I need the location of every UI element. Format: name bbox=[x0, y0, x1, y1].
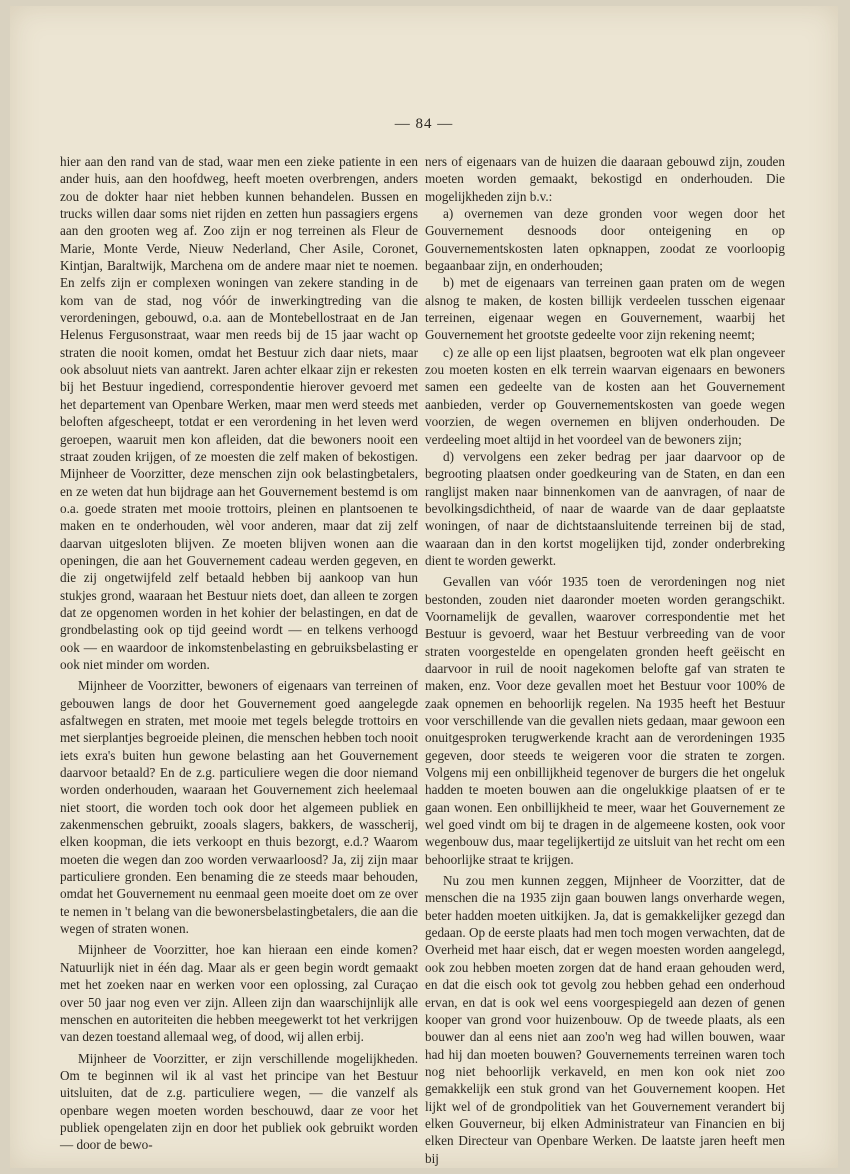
paragraph: Mijnheer de Voorzitter, er zijn verschillende mogelijkheden. Om te beginnen wil ik al vast het principe van het Bestuur uitsluiten, dat de z.g. particuliere wegen, — die vanzelf als openbare wegen moeten worden beschouwd, daar ze voor het publiek opengelaten zijn en door het publiek ook gebruikt worden — door de bewo- bbox=[60, 1050, 418, 1153]
paragraph: Mijnheer de Voorzitter, bewoners of eigenaars van terreinen of gebouwen langs de door het Gouvernement goed aangelegde asfaltwegen en straten, met mooie met tegels belegde trottoirs en met sierplantjes begroeide pleinen, die menschen hebben toch nooit iets exra's buiten hun gewone belasting aan het Gouvernement daarvoor betaald? En de z.g. particuliere wegen die door niemand worden onderhouden, waaraan het Gouvernement zich heelemaal niet stoort, die worden toch ook door het algemeen publiek en zakenmenschen gebruikt, zooals slagers, bakkers, de wasscherij, elken koopman, die iets verkoopt en thuis bezorgt, e.d.? Waarom moeten die wegen dan zoo worden verwaarloosd? Ja, zij zijn maar particuliere gronden. Een benaming die ze steeds maar behouden, omdat het Gouvernement nu eenmaal geen moeite doet om ze over te nemen in 't belang van die bewonersbelastingbetalers, die aan die wegen of straten wonen. bbox=[60, 678, 418, 937]
right-column bbox=[425, 153, 785, 1167]
paragraph: Nu zou men kunnen zeggen, Mijnheer de Voorzitter, dat de menschen die na 1935 zijn gaan bouwen langs onverharde wegen, beter hadden moeten uitkijken. Ja, dat is gemakkelijker gezegd dan gedaan. Op de eerste plaats had men toch mogen verwachten, dat de Overheid met haar eisch, dat er wegen moesten worden aangelegd, ook zou hebben moeten zorgen dat de hand eraan gehouden werd, en dat die eisch ook tot gevolg zou hebben gehad een onderhoud ervan, en dat is ook wel eens voorgespiegeld aan dezen of genen kooper van grond voor huizenbouw. Op de tweede plaats, als een bouwer dan al eens niet aan zoo'n weg had willen bouwen, waar had hij dan moeten bouwen? Gouvernements terreinen waren toch nog niet behoorlijk verkaveld, en men kon ook niet zoo gemakkelijk een stuk grond van het Gouvernement koopen. Het lijkt wel of de grondpolitiek van het Gouvernement verandert bij elken Gouverneur, bij elken Administrateur van Financien en bij elken Directeur van Openbare Werken. De laatste jaren heeft men bij bbox=[425, 873, 785, 1166]
paragraph: ners of eigenaars van de huizen die daaraan gebouwd zijn, zouden moeten worden gemaakt, bekostigd en onderhouden. Die mogelijkheden zijn b.v.: bbox=[425, 154, 785, 204]
paragraph: d) vervolgens een zeker bedrag per jaar daarvoor op de begrooting plaatsen onder goedkeuring van de Staten, en dan een ranglijst maken naar binnenkomen van de aanvragen, of naar de bevolkingsdichtheid, of naar de waarde van de daar geplaatste woningen, of naar de dichtstaansluitende terreinen bij de stad, waaraan dan in den kortst mogelijken tijd, zonder onderbreking dient te worden gewerkt. bbox=[425, 448, 785, 568]
paragraph: Gevallen van vóór 1935 toen de verordeningen nog niet bestonden, zouden niet daaronder moeten worden gerangschikt. Voornamelijk de gevallen, waarover correspondentie met het Bestuur is gevoerd, waar het Bestuur verbreeding van de voor straten voorgestelde en opengelaten gronden heeft geëischt en daarvoor in ruil de nooit nagekomen belofte gaf van straten te maken, enz. Voor deze gevallen moet het Bestuur voor 100% de zaak opnemen en behoorlijk regelen. Na 1935 heeft het Bestuur voor verschillende van die gevallen niets gedaan, maar gewoon een onuitgesproken terugwerkende kracht aan de verordeningen 1935 gegeven, door steeds te weigeren voor die straten te zorgen. Volgens mij een onbillijkheid tegenover de burgers die het ongeluk hadden te moeten bouwen aan die ongelukkige plaatsen of er te gaan wonen. Een onbillijkheid te meer, waar het Gouvernement ze wel goed vindt om bij te dragen in de algemeene kosten, ook voor wegenbouw dus, maar tegelijkertijd ze uitsluit van het recht om een behoorlijke straat te krijgen. bbox=[425, 574, 785, 867]
paragraph: a) overnemen van deze gronden voor wegen door het Gouvernement desnoods door onteigening en op Gouvernementskosten laten opknappen, zoodat ze voorloopig begaanbaar zijn, en onderhouden; bbox=[425, 206, 785, 274]
paragraph: c) ze alle op een lijst plaatsen, begrooten wat elk plan ongeveer zou moeten kosten en elk terrein waarvan eigenaars en bewoners samen een gedeelte van de kosten aan het Gouvernement aanbieden, verder op Gouvernementskosten van goede wegen voorzien, de wegen overnemen en blijven onderhouden. De verdeeling moet altijd in het voordeel van de bewoners zijn; bbox=[425, 344, 785, 447]
page-number: — 84 — bbox=[394, 116, 454, 132]
left-column bbox=[60, 153, 418, 1154]
document-page bbox=[10, 6, 838, 1168]
paragraph: Mijnheer de Voorzitter, hoe kan hieraan een einde komen? Natuurlijk niet in één dag. Maar als er geen begin wordt gemaakt met het zoeken naar en werken voor een oplossing, zal Curaçao over 50 jaar nog even ver zijn. Alleen zijn dan waarschijnlijk alle menschen en autoriteiten die hebben meegewerkt tot het verkrijgen van dezen toestand allemaal weg, of dood, wij allen erbij. bbox=[60, 942, 418, 1045]
paragraph: b) met de eigenaars van terreinen gaan praten om de wegen alsnog te maken, de kosten billijk verdeelen tusschen eigenaar terreinen, eigenaar wegen en Gouvernement, waarbij het Gouvernement het grootste gedeelte voor zijn rekening neemt; bbox=[425, 275, 785, 343]
paragraph: hier aan den rand van de stad, waar men een zieke patiente in een ander huis, aan den hoofdweg, heeft moeten overbrengen, anders zou de dokter haar niet hebben kunnen behandelen. Bussen en trucks willen daar soms niet rijden en zetten hun passagiers ergens aan den grooten weg af. Zoo zijn er nog terreinen als Fleur de Marie, Monte Verde, Nieuw Nederland, Cher Asile, Coronet, Kintjan, Baraltwijk, Marchena om de andere maar niet te noemen. En zelfs zijn er complexen woningen van zekere standing in de kom van de stad, nog vóór de inwerkingtreding van die verordeningen, gebouwd, o.a. aan de Montebellostraat en de Jan Helenus Fergusonstraat, waar men reeds bij de 15 jaar wacht op straten die nooit komen, omdat het Bestuur zich daar niets, maar ook absoluut niets van aantrekt. Jaren achter elkaar zijn er rekesten bij het Bestuur ingediend, correspondentie hierover gevoerd met het departement van Openbare Werken, maar men werd steeds met beloften afgescheept, totdat er een verordening in het leven werd geroepen, waaruit men kon afleiden, dat die bewoners nooit een straat zouden krijgen, of ze moesten die zelf maken of bekostigen. Mijnheer de Voorzitter, deze menschen zijn ook belastingbetalers, en ze weten dat hun bijdrage aan het Gouvernement bestemd is om o.a. goede straten met mooie trottoirs, pleinen en plantsoenen te maken en te onderhouden, wèl voor anderen, maar dat zij zelf daarvan uitgesloten blijven. Ze moeten blijven wonen aan die openingen, die aan het Gouvernement cadeau werden gegeven, en die zij ongetwijfeld zelf betaald hebben bij aankoop van hun stukjes grond, waaraan het Bestuur niets doet, dan alleen te zorgen dat ze opgenomen worden in het kohier der belastingen, en dat de grondbelasting ook op tijd geeind wordt — en telkens verhoogd ook — en waardoor de inkomstenbelasting en gebruiksbelasting er ook niet minder om worden. bbox=[60, 154, 418, 672]
